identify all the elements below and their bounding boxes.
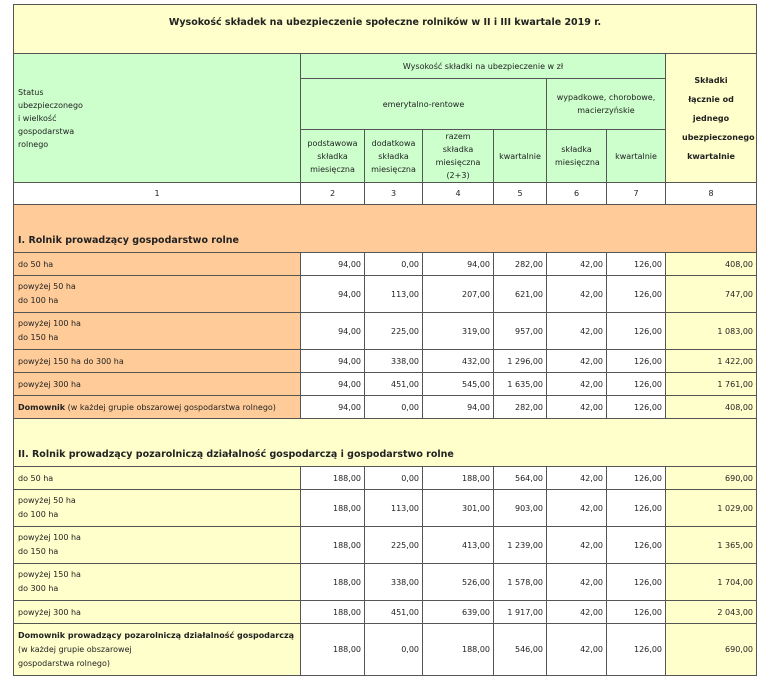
table-row — [14, 253, 757, 276]
cell-basic: 94,00 — [301, 276, 365, 313]
table-row — [14, 601, 757, 624]
table-row — [14, 313, 757, 350]
row-label-line: do 150 ha — [18, 547, 59, 556]
cell-accident-quarterly: 126,00 — [607, 624, 666, 676]
cell-additional: 338,00 — [365, 564, 423, 601]
cell-additional: 113,00 — [365, 276, 423, 313]
col-number: 2 — [301, 183, 365, 205]
row-label — [14, 527, 301, 564]
row-label-line: do 50 ha — [18, 259, 54, 269]
cell-quarterly: 1 578,00 — [494, 564, 547, 601]
cell-total: 1 761,00 — [666, 373, 757, 396]
cell-additional: 113,00 — [365, 490, 423, 527]
row-label-line: do 300 ha — [18, 584, 59, 593]
row-label — [14, 373, 301, 396]
cell-additional: 0,00 — [365, 253, 423, 276]
cell-accident-quarterly: 126,00 — [607, 350, 666, 373]
cell-total-monthly: 301,00 — [423, 490, 494, 527]
cell-total-monthly: 432,00 — [423, 350, 494, 373]
cell-basic: 188,00 — [301, 624, 365, 676]
col-number: 8 — [666, 183, 757, 205]
cell-accident-monthly: 42,00 — [547, 276, 607, 313]
cell-quarterly: 1 917,00 — [494, 601, 547, 624]
cell-total: 747,00 — [666, 276, 757, 313]
cell-total: 1 365,00 — [666, 527, 757, 564]
cell-additional: 225,00 — [365, 527, 423, 564]
cell-quarterly: 957,00 — [494, 313, 547, 350]
row-label-line: do 100 ha — [18, 510, 59, 519]
row-label-bold: Domownik prowadzący pozarolniczą działalność gospodarczą — [18, 630, 295, 640]
cell-basic: 94,00 — [301, 253, 365, 276]
cell-accident-quarterly: 126,00 — [607, 396, 666, 419]
row-label-line: gospodarstwa rolnego) — [18, 658, 110, 668]
total-header: Składki łącznie od jednego ubezpieczonego kwartalnie — [666, 54, 757, 183]
cell-total: 690,00 — [666, 467, 757, 490]
cell-basic: 188,00 — [301, 564, 365, 601]
pension-group-header: emerytalno-rentowe — [301, 79, 547, 130]
table-row — [14, 527, 757, 564]
col-total-monthly-header: razem składka miesięczna (2+3) — [423, 130, 494, 183]
row-label — [14, 350, 301, 373]
col-number: 5 — [494, 183, 547, 205]
row-label-line: do 150 ha — [18, 333, 59, 342]
cell-quarterly: 546,00 — [494, 624, 547, 676]
cell-accident-monthly: 42,00 — [547, 564, 607, 601]
cell-accident-quarterly: 126,00 — [607, 467, 666, 490]
row-label — [14, 624, 301, 676]
cell-accident-monthly: 42,00 — [547, 313, 607, 350]
cell-basic: 188,00 — [301, 467, 365, 490]
row-label-line: powyżej 50 ha — [18, 496, 76, 505]
cell-quarterly: 282,00 — [494, 253, 547, 276]
row-label-line: powyżej 150 ha — [18, 570, 81, 579]
cell-additional: 0,00 — [365, 467, 423, 490]
row-label — [14, 313, 301, 350]
cell-additional: 451,00 — [365, 601, 423, 624]
row-label-line: do 50 ha — [18, 473, 54, 483]
row-label — [14, 490, 301, 527]
col-additional-header: dodatkowa składka miesięczna — [365, 130, 423, 183]
accident-group-header: wypadkowe, chorobowe, macierzyńskie — [547, 79, 666, 130]
row-label-line: powyżej 100 ha — [18, 319, 81, 328]
amount-header: Wysokość składki na ubezpieczenie w zł — [301, 54, 666, 79]
cell-total: 408,00 — [666, 396, 757, 419]
row-label-line: (w każdej grupie obszarowej — [18, 644, 132, 654]
col-accident-quarterly-header: kwartalnie — [607, 130, 666, 183]
cell-accident-monthly: 42,00 — [547, 490, 607, 527]
row-label-line: powyżej 300 ha — [18, 379, 81, 389]
cell-total: 1 704,00 — [666, 564, 757, 601]
table-row — [14, 373, 757, 396]
cell-basic: 188,00 — [301, 601, 365, 624]
row-label — [14, 467, 301, 490]
cell-total-monthly: 94,00 — [423, 253, 494, 276]
table-row — [14, 467, 757, 490]
cell-total: 690,00 — [666, 624, 757, 676]
row-label-line: powyżej 300 ha — [18, 607, 81, 617]
cell-accident-quarterly: 126,00 — [607, 373, 666, 396]
cell-accident-monthly: 42,00 — [547, 467, 607, 490]
cell-additional: 0,00 — [365, 396, 423, 419]
col-number: 3 — [365, 183, 423, 205]
cell-total: 2 043,00 — [666, 601, 757, 624]
col-number: 7 — [607, 183, 666, 205]
cell-quarterly: 282,00 — [494, 396, 547, 419]
contributions-table — [13, 4, 757, 676]
table-title: Wysokość składek na ubezpieczenie społeczne rolników w II i III kwartale 2019 r. — [14, 5, 757, 54]
table-row — [14, 624, 757, 676]
cell-quarterly: 621,00 — [494, 276, 547, 313]
cell-quarterly: 1 239,00 — [494, 527, 547, 564]
cell-basic: 94,00 — [301, 396, 365, 419]
row-label-bold: Domownik — [18, 402, 66, 412]
cell-total-monthly: 188,00 — [423, 624, 494, 676]
table-row — [14, 396, 757, 419]
table-row — [14, 350, 757, 373]
table-row — [14, 490, 757, 527]
cell-quarterly: 903,00 — [494, 490, 547, 527]
status-header-line: rolnego — [18, 139, 49, 149]
cell-accident-monthly: 42,00 — [547, 527, 607, 564]
cell-total-monthly: 526,00 — [423, 564, 494, 601]
row-label-rest: (w każdej grupie obszarowej gospodarstwa rolnego) — [65, 402, 276, 412]
cell-basic: 188,00 — [301, 527, 365, 564]
row-label — [14, 564, 301, 601]
col-number: 6 — [547, 183, 607, 205]
col-quarterly-header: kwartalnie — [494, 130, 547, 183]
cell-accident-monthly: 42,00 — [547, 350, 607, 373]
status-header-line: ubezpieczonego — [18, 100, 83, 110]
col-number: 4 — [423, 183, 494, 205]
cell-total-monthly: 207,00 — [423, 276, 494, 313]
row-label-line: powyżej 100 ha — [18, 533, 81, 542]
col-accident-monthly-header: składka miesięczna — [547, 130, 607, 183]
table-row — [14, 276, 757, 313]
cell-total-monthly: 94,00 — [423, 396, 494, 419]
cell-accident-monthly: 42,00 — [547, 253, 607, 276]
cell-total-monthly: 188,00 — [423, 467, 494, 490]
status-header-line: Status — [18, 87, 44, 97]
cell-basic: 94,00 — [301, 350, 365, 373]
cell-quarterly: 1 296,00 — [494, 350, 547, 373]
cell-basic: 94,00 — [301, 313, 365, 350]
cell-accident-monthly: 42,00 — [547, 624, 607, 676]
cell-basic: 94,00 — [301, 373, 365, 396]
cell-accident-quarterly: 126,00 — [607, 313, 666, 350]
status-header-line: gospodarstwa — [18, 126, 75, 136]
row-label — [14, 276, 301, 313]
cell-accident-monthly: 42,00 — [547, 396, 607, 419]
cell-accident-quarterly: 126,00 — [607, 564, 666, 601]
cell-basic: 188,00 — [301, 490, 365, 527]
cell-total-monthly: 639,00 — [423, 601, 494, 624]
cell-additional: 338,00 — [365, 350, 423, 373]
row-label — [14, 253, 301, 276]
cell-accident-quarterly: 126,00 — [607, 253, 666, 276]
section-title: II. Rolnik prowadzący pozarolniczą działalność gospodarczą i gospodarstwo rolne — [14, 419, 757, 467]
cell-total: 1 422,00 — [666, 350, 757, 373]
cell-additional: 0,00 — [365, 624, 423, 676]
cell-total: 408,00 — [666, 253, 757, 276]
cell-accident-quarterly: 126,00 — [607, 490, 666, 527]
row-label — [14, 601, 301, 624]
row-label-line: do 100 ha — [18, 296, 59, 305]
cell-accident-monthly: 42,00 — [547, 601, 607, 624]
row-label-line: powyżej 150 ha do 300 ha — [18, 356, 124, 366]
cell-total: 1 029,00 — [666, 490, 757, 527]
cell-accident-quarterly: 126,00 — [607, 276, 666, 313]
row-label-line: powyżej 50 ha — [18, 282, 76, 291]
cell-total: 1 083,00 — [666, 313, 757, 350]
row-label — [14, 396, 301, 419]
cell-additional: 451,00 — [365, 373, 423, 396]
section-title: I. Rolnik prowadzący gospodarstwo rolne — [14, 205, 757, 253]
cell-accident-quarterly: 126,00 — [607, 601, 666, 624]
status-header-line: i wielkość — [18, 113, 57, 123]
cell-accident-quarterly: 126,00 — [607, 527, 666, 564]
cell-total-monthly: 319,00 — [423, 313, 494, 350]
cell-accident-monthly: 42,00 — [547, 373, 607, 396]
cell-total-monthly: 545,00 — [423, 373, 494, 396]
cell-total-monthly: 413,00 — [423, 527, 494, 564]
status-header — [14, 54, 301, 183]
cell-quarterly: 1 635,00 — [494, 373, 547, 396]
cell-quarterly: 564,00 — [494, 467, 547, 490]
col-number: 1 — [14, 183, 301, 205]
table-row — [14, 564, 757, 601]
col-basic-header: podstawowa składka miesięczna — [301, 130, 365, 183]
cell-additional: 225,00 — [365, 313, 423, 350]
